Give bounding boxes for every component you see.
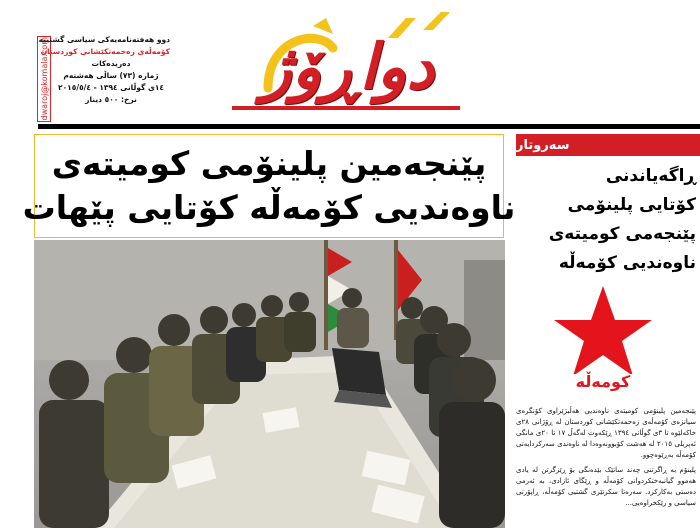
newspaper-logo — [228, 8, 468, 118]
logo-underline — [232, 106, 460, 110]
body-paragraph: پێنجەمین پلینۆمی کومیتەی ناوەندیی هەڵبژێراوی کۆنگرەی سیانزەی کۆمەڵەی زەحمەتکێشانی کوردستان لە ڕۆژانی ٢٨ی خاکەلێوە تا ٣ی گوڵانی ١٣٩٤ ڕێکەوت لەگەڵ ١٧ تا ٢٠ی مانگی ئەپریلی ٢٠١٥ لە هەشت کۆبوونەوەدا لە ناوەندی سەرکردایەتی کۆمەڵە بەڕێوەچوو. — [516, 407, 696, 459]
title-line: ناوەندیی کۆمەڵە — [558, 253, 696, 273]
title-line: پێنجەمی کومیتەی — [548, 224, 696, 244]
info-line-date: ١٤ی گوڵانی ١٣٩٤ - ٢٠١٥/٥/٤ — [58, 83, 164, 92]
section-header-editorial — [516, 134, 700, 156]
info-line-issue: ژمارە (٧٣) ساڵی هەشتەم — [63, 71, 159, 80]
party-logo-text: کومەڵە — [575, 372, 631, 391]
body-paragraph: پلینۆم بە ڕاگرتنی چەند ساتێک بێدەنگی بۆ ڕێزگرتن لە یادی هەموو گیانبەختکردوانی کۆمەڵە و ڕێگای ئازادی، بە ئەرمی دەستی بەکارکرد. سەرەتا سکرتێری گشتیی کۆمەڵە، ڕاپۆرتی سیاسی و رێکخراوەیی... — [516, 466, 696, 507]
logo-text: دواڕۆژ — [261, 30, 435, 103]
main-headline — [22, 134, 516, 238]
editorial-body — [516, 406, 696, 513]
meeting-photo-icon — [34, 240, 505, 528]
headline-line-1: پێنجەمین پلینۆمی کومیتەی — [51, 144, 487, 183]
headline-line-2: ناوەندیی کۆمەڵە کۆتایی پێهات — [22, 188, 516, 227]
title-line: کۆتایی پلینۆمی — [567, 195, 696, 215]
komala-logo — [548, 284, 658, 394]
section-label: سەروتار — [516, 137, 570, 153]
info-line-publisher: کۆمەڵەی زەحمەتکێشانی کوردستان — [40, 47, 170, 56]
meeting-photo — [34, 240, 505, 528]
editorial-title — [516, 162, 696, 278]
info-line: دەریدەکات — [91, 59, 131, 68]
info-line-price: نرخ: ٥٠٠ دینار — [85, 95, 137, 104]
website-url[interactable]: dwaroj@komala.com — [39, 37, 49, 121]
masthead-divider — [38, 124, 700, 129]
info-line: دوو هەفتەنامەیەکی سیاسی گشتییە — [38, 35, 170, 44]
title-line: ڕاگەیاندنی — [605, 166, 696, 186]
